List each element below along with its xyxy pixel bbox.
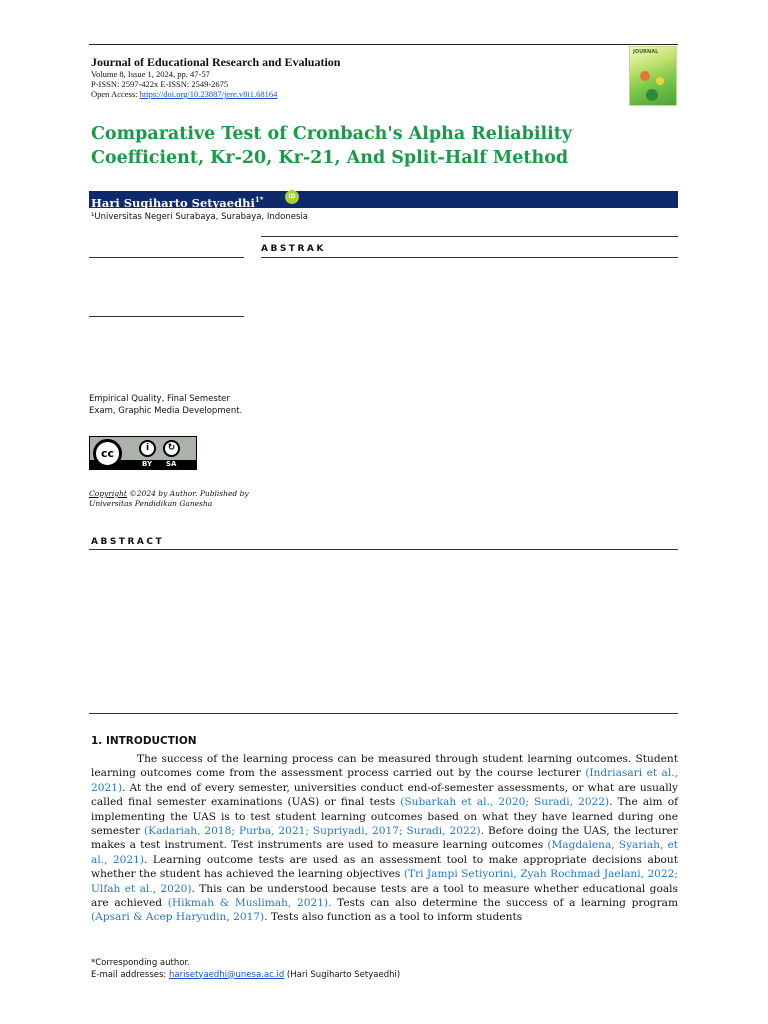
license-sa-label: SA (166, 460, 177, 468)
section-heading-introduction: 1. INTRODUCTION (91, 735, 197, 747)
copyright-word: Copyright (89, 489, 127, 498)
citation-link[interactable]: (Apsari & Acep Haryudin, 2017) (91, 911, 265, 924)
open-access-label: Open Access: (91, 89, 140, 99)
keywords: Empirical Quality, Final Semester Exam, Graphic Media Development. (89, 394, 243, 416)
abstract-heading: ABSTRACT (91, 537, 165, 547)
article-info-rule-2 (89, 316, 244, 317)
author-name (91, 192, 263, 211)
journal-volume: Volume 8, Issue 1, 2024, pp. 47-57 (91, 69, 210, 79)
copyright-notice (89, 489, 259, 509)
citation-link[interactable]: (Hikmah & Muslimah, 2021). (167, 897, 332, 910)
email-label: E-mail addresses: (91, 969, 169, 980)
author-superscript: 1* (254, 195, 264, 204)
abstrak-heading: ABSTRAK (261, 244, 326, 254)
journal-header (91, 56, 340, 99)
journal-issn: P-ISSN: 2597-422x E-ISSN: 2549-2675 (91, 79, 229, 89)
author-name-text: Hari Sugiharto Setyaedhi (91, 195, 255, 210)
citation-link[interactable]: (Magdalena, Syariah, et al., 2021) (91, 839, 678, 866)
cover-label: JOURNAL (633, 49, 659, 55)
introduction-paragraph: The success of the learning process can be measured through student learning outcomes. Student learning outcomes come from the assessment process carried out by the course lecturer (Indriasari et al., 2021). At the end of every semester, universities conduct end-of-semester assessments, or what are usually called final semester examinations (UAS) or final tests (Subarkah et al., 2020; Suradi, 2022). The aim of implementing the UAS is to test student learning outcomes based on what they have learned during one semester (Kadariah, 2018; Purba, 2021; Supriyadi, 2017; Suradi, 2022). Before doing the UAS, the lecturer makes a test instrument. Test instruments are used to measure learning outcomes (Magdalena, Syariah, et al., 2021). Learning outcome tests are used as an assessment tool to make appropriate decisions about whether the student has achieved the learning objectives (Tri Jampi Setiyorini, Zyah Rochmad Jaelani, 2022; Ulfah et al., 2020). This can be understood because tests are a tool to measure whether educational goals are achieved (Hikmah & Muslimah, 2021). Tests can also determine the success of a learning program (Apsari & Acep Haryudin, 2017). Tests also function as a tool to inform students (91, 753, 678, 924)
license-by-label: BY (142, 460, 153, 468)
email-line (91, 970, 651, 982)
journal-title: Journal of Educational Research and Evaluation (91, 55, 341, 69)
affiliation: ¹Universitas Negeri Surabaya, Surabaya, Indonesia (91, 212, 308, 222)
journal-open-access (91, 89, 340, 99)
abstrak-bottom-rule (261, 257, 678, 258)
article-info-rule-1 (89, 257, 244, 258)
citation-link[interactable]: (Indriasari et al., 2021) (91, 767, 678, 794)
share-alike-icon: ↻ (163, 440, 180, 457)
citation-link[interactable]: (Kadariah, 2018; Purba, 2021; Supriyadi, 2017; Suradi, 2022) (144, 825, 481, 838)
journal-cover-image (629, 46, 677, 106)
abstract-top-rule (89, 549, 678, 550)
abstract-bottom-rule (89, 713, 678, 714)
doi-link[interactable]: https://doi.org/10.23887/jere.v8i1.68164 (139, 89, 278, 99)
header-rule (89, 44, 678, 45)
orcid-icon[interactable]: iD (285, 190, 299, 204)
abstrak-top-rule (261, 236, 678, 237)
email-link[interactable]: harisetyaedhi@unesa.ac.id (168, 969, 285, 980)
paper-title: Comparative Test of Cronbach's Alpha Reliability Coefficient, Kr-20, Kr-21, And Split-Half Method (91, 124, 573, 168)
citation-link[interactable]: (Tri Jampi Setiyorini, Zyah Rochmad Jaelani, 2022; Ulfah et al., 2020) (91, 868, 678, 895)
cc-license-badge[interactable] (89, 436, 197, 470)
corresponding-footnote (91, 958, 651, 981)
corresponding-label: *Corresponding author. (91, 958, 190, 968)
author-bar (89, 191, 678, 208)
copyright-rest: ©2024 by Author. Published by Universitas Pendidikan Ganesha (89, 489, 249, 508)
cc-icon: cc (93, 439, 122, 468)
citation-link[interactable]: (Subarkah et al., 2020; Suradi, 2022) (400, 796, 610, 809)
attribution-icon: i (139, 440, 156, 457)
email-owner: (Hari Sugiharto Setyaedhi) (284, 969, 401, 980)
